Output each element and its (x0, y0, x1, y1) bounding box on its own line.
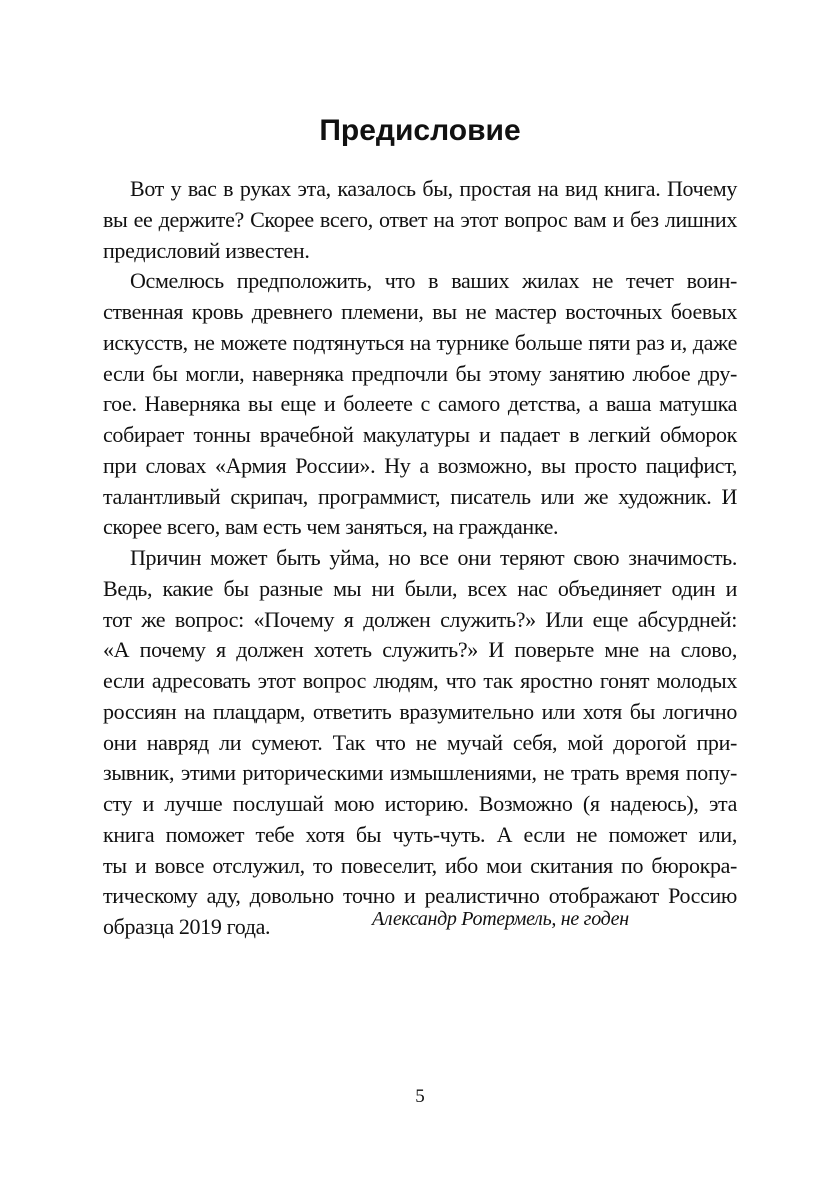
text-line: книга поможет тебе хотя бы чуть-чуть. А если не поможет или, (103, 821, 737, 847)
text-line: предисловий известен. (103, 237, 310, 263)
text-line: при словах «Армия России». Ну а возможно, вы просто пацифист, (103, 452, 737, 478)
text-line: тическому аду, довольно точно и реалистично отображают Россию (103, 883, 737, 909)
text-line: гое. Наверняка вы еще и болеете с самого детства, а ваша матушка (103, 391, 737, 417)
author-signature: Александр Ротермель, не годен (372, 908, 629, 930)
text-line: зывник, этими риторическими измышлениями, не трать время попу- (103, 760, 737, 786)
text-line: ственная кровь древнего племени, вы не мастер восточных боевых (103, 299, 737, 324)
text-line: сту и лучше послушай мою историю. Возможно (я надеюсь), эта (103, 791, 737, 816)
text-line: образца 2019 года. (103, 914, 271, 939)
text-line: ты и вовсе отслужил, то повеселит, ибо мои скитания по бюрокра- (103, 852, 737, 878)
text-line: если адресовать этот вопрос людям, что так яростно гонят молодых (103, 668, 737, 693)
text-line: они навряд ли сумеют. Так что не мучай себя, мой дорогой при- (103, 729, 737, 755)
text-line: талантливый скрипач, программист, писатель или же художник. И (103, 483, 737, 509)
text-line: скорее всего, вам есть чем заняться, на гражданке. (103, 514, 559, 540)
page-title: Предисловие (319, 114, 521, 147)
preface-body (103, 174, 737, 943)
text-line: искусств, не можете подтянуться на турнике больше пяти раз и, даже (103, 329, 737, 355)
paragraph (103, 266, 737, 543)
page-number: 5 (415, 1086, 425, 1107)
text-line: «А почему я должен хотеть служить?» И поверьте мне на слово, (103, 637, 737, 663)
text-line: если бы могли, наверняка предпочли бы этому занятию любое дру- (103, 360, 737, 386)
text-line: собирает тонны врачебной макулатуры и падает в легкий обморок (103, 422, 737, 447)
paragraph (103, 543, 737, 943)
text-line: тот же вопрос: «Почему я должен служить?» Или еще абсурдней: (103, 606, 737, 632)
text-line: россиян на плацдарм, ответить вразумительно или хотя бы логично (103, 698, 737, 724)
text-line: вы ее держите? Скорее всего, ответ на этот вопрос вам и без лишних (103, 206, 737, 232)
paragraph (103, 174, 737, 266)
text-line: Ведь, какие бы разные мы ни были, всех нас объединяет один и (103, 575, 737, 601)
text-line: Причин может быть уйма, но все они теряют свою значимость. (130, 545, 737, 570)
text-line: Осмелюсь предположить, что в ваших жилах не течет воин- (130, 268, 737, 294)
text-line: Вот у вас в руках эта, казалось бы, простая на вид книга. Почему (130, 176, 737, 201)
